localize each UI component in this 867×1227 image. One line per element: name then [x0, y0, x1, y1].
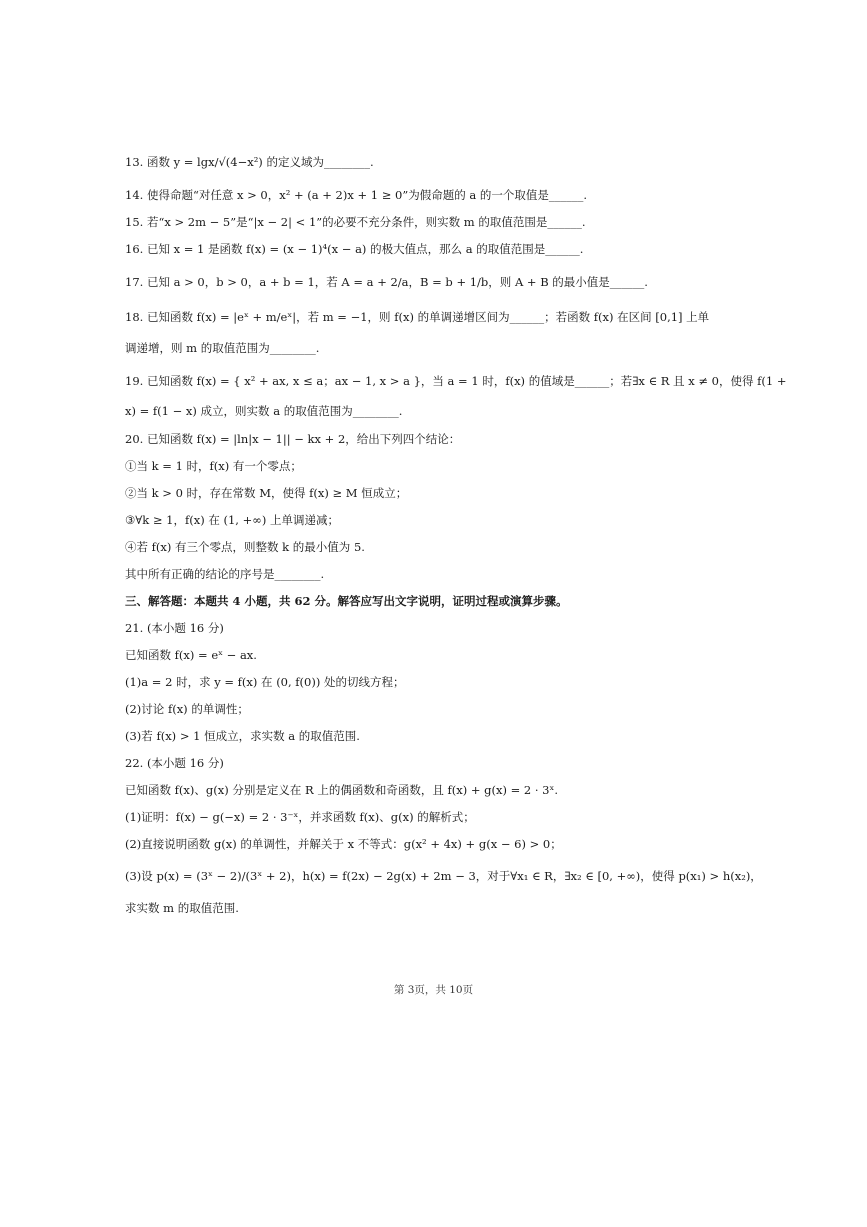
question-20-conclusion-1: ①当 k = 1 时，f(x) 有一个零点； [125, 459, 302, 473]
question-22-part-1: (1)证明：f(x) − g(−x) = 2 · 3⁻ˣ，并求函数 f(x)、g(x) 的解析式； [125, 810, 475, 824]
question-19-line2: x) = f(1 − x) 成立，则实数 a 的取值范围为________. [125, 404, 403, 418]
question-17: 17. 已知 a > 0，b > 0，a + b = 1，若 A = a + 2/a，B = b + 1/b，则 A + B 的最小值是______. [125, 275, 648, 289]
question-20-conclusion-2: ②当 k > 0 时，存在常数 M，使得 f(x) ≥ M 恒成立； [125, 486, 408, 500]
question-22-part-3-line1: (3)设 p(x) = (3ˣ − 2)/(3ˣ + 2)，h(x) = f(2x) − 2g(x) + 2m − 3，对于∀x₁ ∈ R，∃x₂ ∈ [0, +∞)，使得 p(x₁) > h(x₂)， [125, 869, 762, 883]
question-21-part-3: (3)若 f(x) > 1 恒成立，求实数 a 的取值范围. [125, 729, 360, 743]
question-14: 14. 使得命题“对任意 x > 0，x² + (a + 2)x + 1 ≥ 0”为假命题的 a 的一个取值是______. [125, 188, 588, 202]
question-21-part-2: (2)讨论 f(x) 的单调性； [125, 702, 249, 716]
question-18-line2: 调递增，则 m 的取值范围为________. [125, 341, 320, 355]
question-15: 15. 若“x > 2m − 5”是“|x − 2| < 1”的必要不充分条件，则实数 m 的取值范围是______. [125, 215, 586, 229]
question-13: 13. 函数 y = lgx/√(4−x²) 的定义域为________. [125, 155, 374, 169]
question-20-conclusion-3: ③∀k ≥ 1，f(x) 在 (1, +∞) 上单调递减； [125, 513, 339, 527]
question-20-stem: 20. 已知函数 f(x) = |ln|x − 1|| − kx + 2，给出下列四个结论： [125, 432, 461, 446]
question-21-part-1: (1)a = 2 时，求 y = f(x) 在 (0, f(0)) 处的切线方程； [125, 675, 405, 689]
question-22-part-3-line2: 求实数 m 的取值范围. [125, 901, 239, 915]
question-20-conclusion-4: ④若 f(x) 有三个零点，则整数 k 的最小值为 5. [125, 540, 365, 554]
question-22-head: 22. (本小题 16 分) [125, 756, 224, 770]
question-20-ask: 其中所有正确的结论的序号是________. [125, 567, 325, 581]
section-heading: 三、解答题：本题共 4 小题，共 62 分。解答应写出文字说明，证明过程或演算步骤。 [125, 594, 568, 608]
question-21-stem: 已知函数 f(x) = eˣ − ax. [125, 648, 257, 662]
question-18-line1: 18. 已知函数 f(x) = |eˣ + m/eˣ|，若 m = −1，则 f(x) 的单调递增区间为______；若函数 f(x) 在区间 [0,1] 上单 [125, 310, 710, 324]
question-16: 16. 已知 x = 1 是函数 f(x) = (x − 1)⁴(x − a) 的极大值点，那么 a 的取值范围是______. [125, 242, 584, 256]
question-19-line1: 19. 已知函数 f(x) = { x² + ax, x ≤ a；ax − 1, x > a }，当 a = 1 时，f(x) 的值域是______；若∃x ∈ R 且 x ≠ 0，使得 f(1 + [125, 374, 787, 388]
question-22-stem: 已知函数 f(x)、g(x) 分别是定义在 R 上的偶函数和奇函数，且 f(x) + g(x) = 2 · 3ˣ. [125, 783, 559, 797]
page-footer: 第 3页，共 10页 [393, 984, 474, 996]
question-21-head: 21. (本小题 16 分) [125, 621, 224, 635]
question-22-part-2: (2)直接说明函数 g(x) 的单调性，并解关于 x 不等式：g(x² + 4x) + g(x − 6) > 0； [125, 837, 562, 851]
